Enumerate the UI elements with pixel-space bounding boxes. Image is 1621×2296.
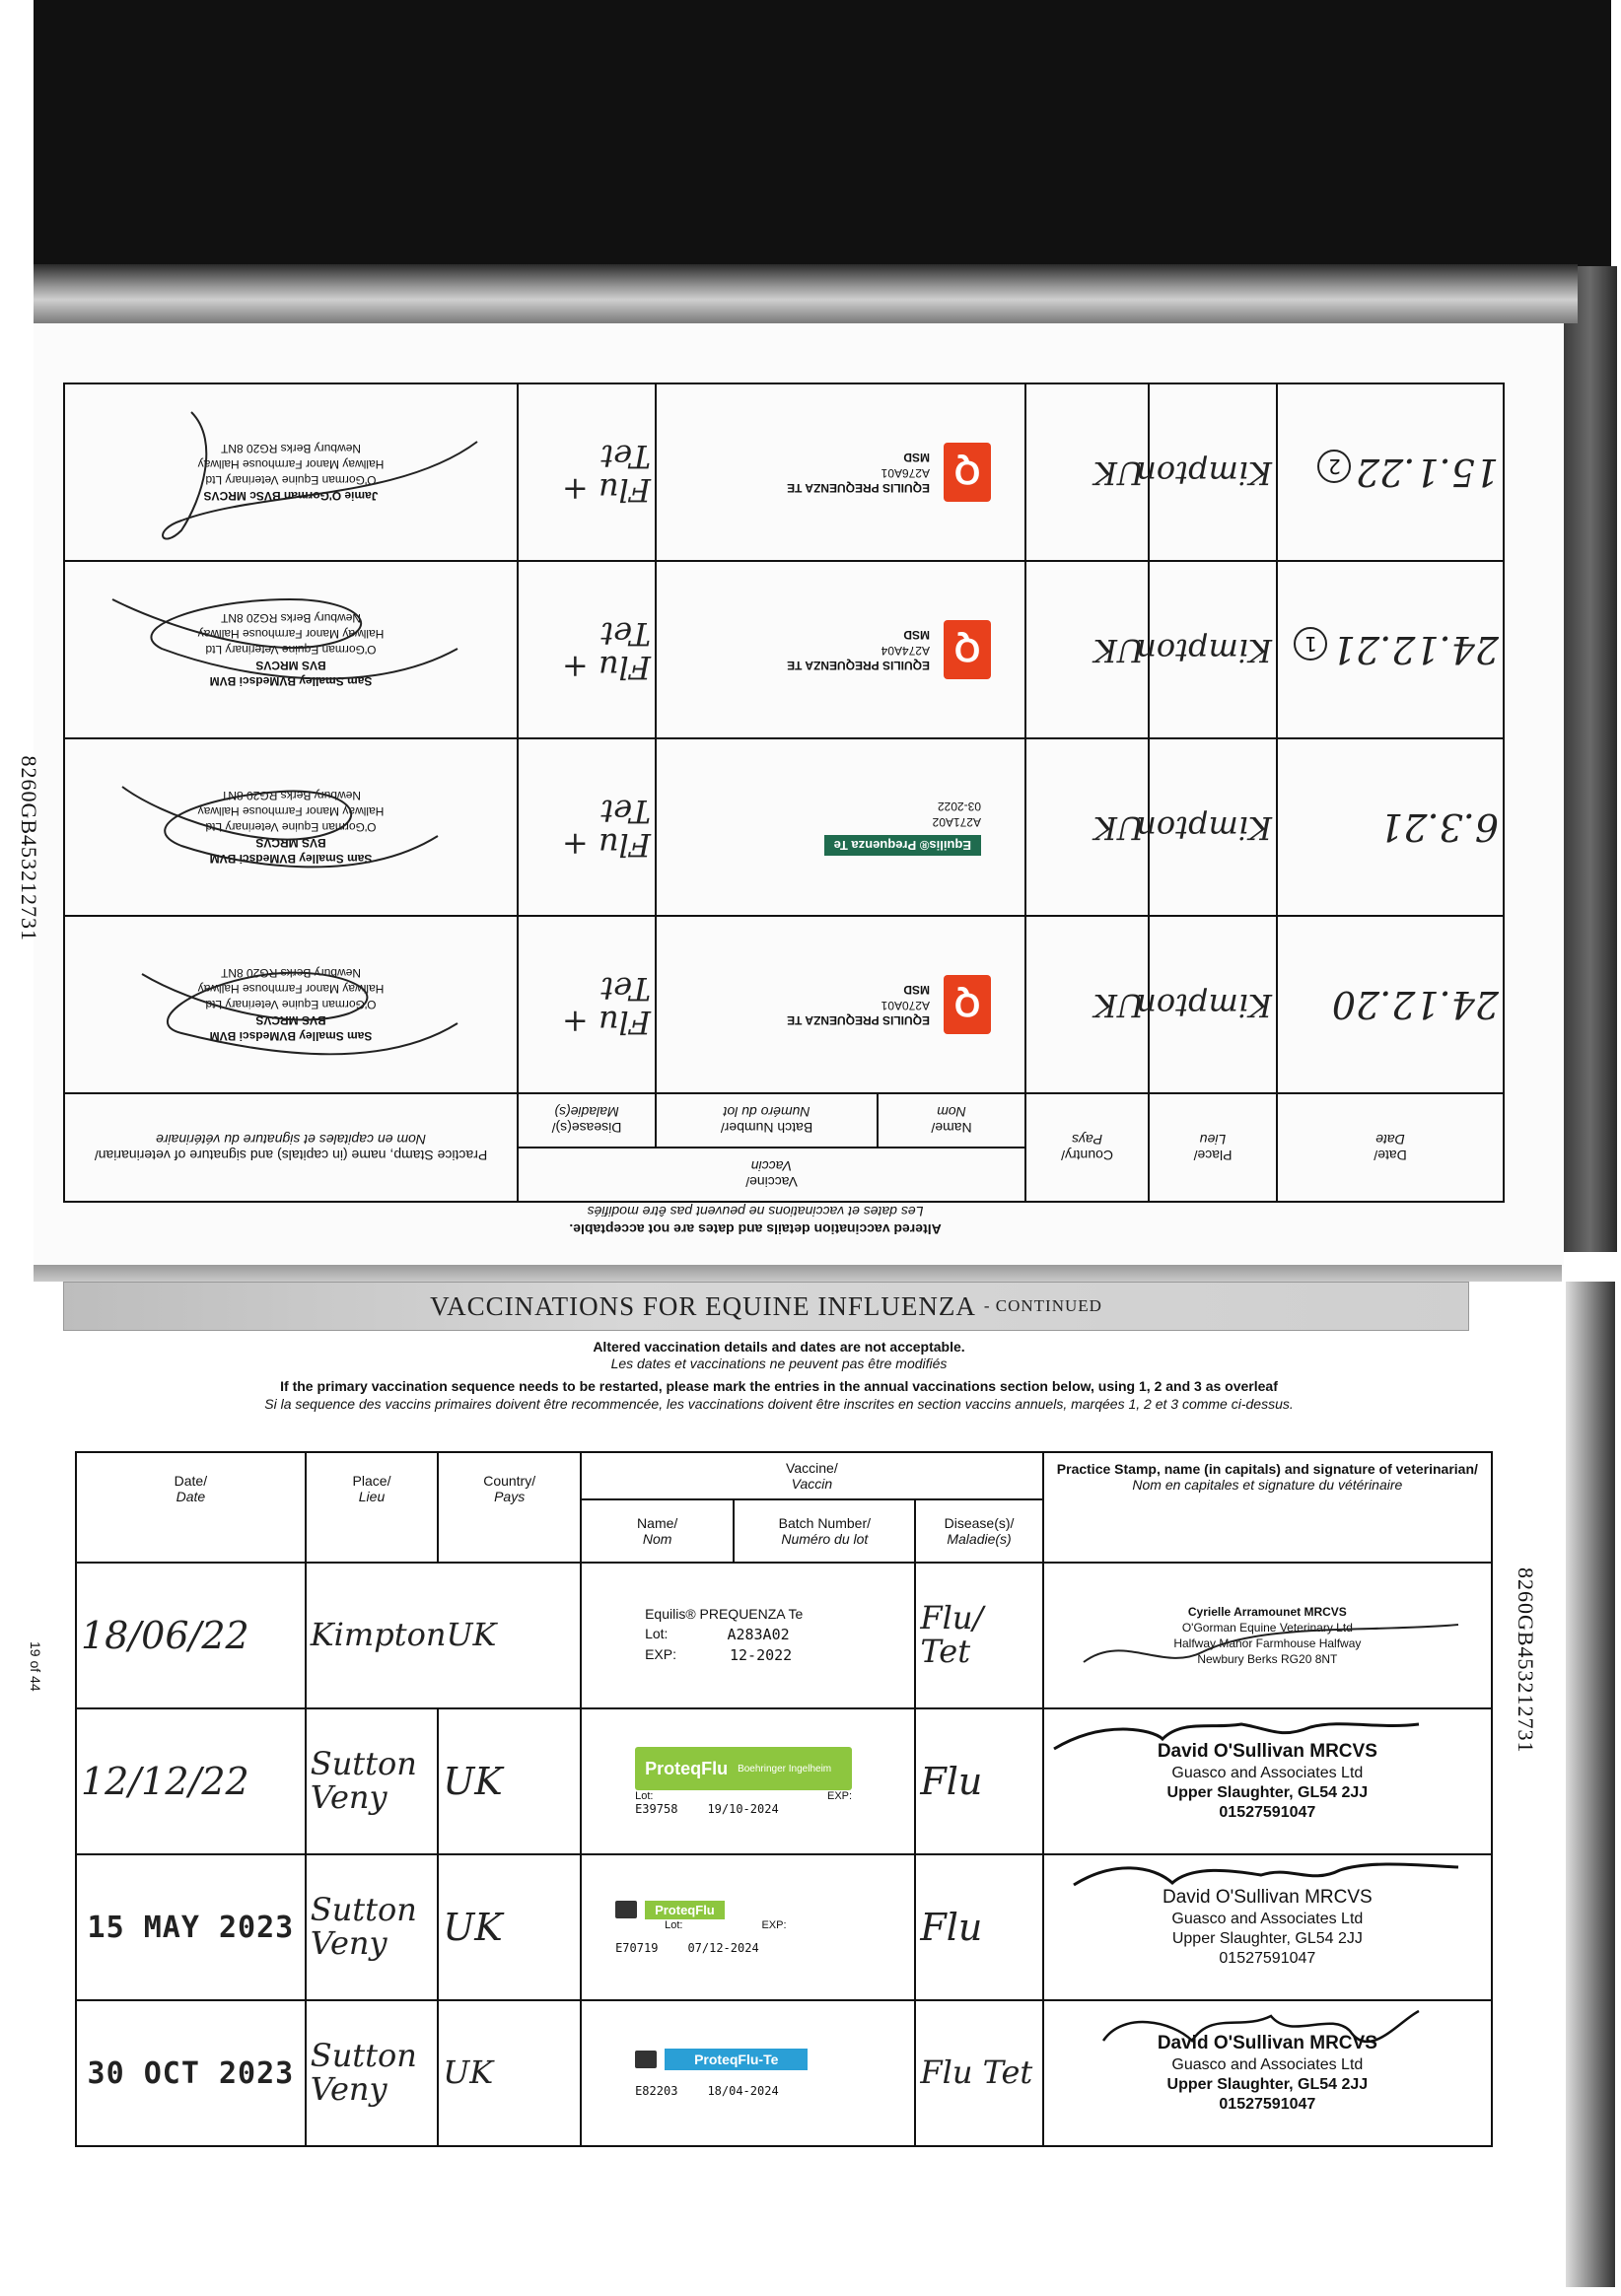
country-cell: UK <box>1025 916 1149 1093</box>
table-row <box>76 1563 1492 1708</box>
vaccine-label-cell: ProteqFlu-Te E82203 18/04-2024 <box>581 2000 915 2146</box>
practice-stamp: David O'Sullivan MRCVS Guasco and Associates Ltd Upper Slaughter, GL54 2JJ 01527591047 <box>1043 2000 1492 2146</box>
country-cell: UK <box>1025 383 1149 561</box>
disease-cell: Flu/ Tet <box>915 1563 1042 1708</box>
header-disease: Disease(s)/ Maladie(s) <box>915 1499 1042 1563</box>
place-cell: Kimpton <box>1149 916 1277 1093</box>
passport-cover-edge <box>1563 266 1617 1252</box>
disease-cell: Flu <box>915 1854 1042 2000</box>
lower-vaccination-table <box>75 1451 1493 2147</box>
place-cell: Sutton Veny <box>306 2000 438 2146</box>
upper-altered-notice-fr: Les dates et vaccinations ne peuvent pas être modifiés <box>587 1204 924 1219</box>
passport-number-upper: 8260GB453212731 <box>17 755 41 941</box>
table-row <box>76 2000 1492 2146</box>
section-continued: - CONTINUED <box>983 1296 1102 1315</box>
place-cell: Sutton Veny <box>306 1854 438 2000</box>
page-number: 19 of 44 <box>28 1641 43 1692</box>
proteqflu-label: ProteqFlu Boehringer Ingelheim <box>635 1747 852 1790</box>
table-row <box>76 1708 1492 1854</box>
upper-header-date: Date/ Date <box>1277 1093 1504 1202</box>
passport-number-lower: 8260GB453212731 <box>1514 1567 1538 1754</box>
date-cell: 18/06/22 <box>76 1563 306 1708</box>
date-cell: 24.12.21 1 <box>1277 561 1504 738</box>
practice-stamp: Jamie O'Gorman BVSc MRCVS O'Gorman Equine Veterinary Ltd Hallway Manor Farmhouse Hallway Newbury Berks RG20 8NT <box>64 383 518 561</box>
date-cell: 12/12/22 <box>76 1708 306 1854</box>
place-cell: Kimpton <box>1149 561 1277 738</box>
equilis-logo-icon: Q <box>944 620 991 679</box>
practice-stamp: Sam Smalley BVMedsci BVM BVS MRCVS O'Gorman Equine Veterinary Ltd Hallway Manor Farmhouse Hallway Newbury Berks RG20 8NT <box>64 738 518 916</box>
place-country-cell: KimptonUK <box>306 1563 581 1708</box>
sequence-marker: 2 <box>1318 451 1352 484</box>
practice-stamp: David O'Sullivan MRCVS Guasco and Associates Ltd Upper Slaughter, GL54 2JJ 01527591047 <box>1043 1854 1492 2000</box>
table-row <box>76 1854 1492 2000</box>
header-place: Place/ Lieu <box>306 1452 438 1563</box>
disease-cell: Flu + Tet <box>518 738 656 916</box>
table-row <box>64 916 1504 1093</box>
country-cell: UK <box>1025 561 1149 738</box>
header-country: Country/ Pays <box>438 1452 581 1563</box>
disease-cell: Flu Tet <box>915 2000 1042 2146</box>
proteq-horse-icon <box>635 2051 657 2068</box>
vaccine-label-cell: Equilis® PREQUENZA Te Lot: A283A02 EXP: 12-2022 <box>581 1563 915 1708</box>
country-cell: UK <box>438 1708 581 1854</box>
header-vaccine: Vaccine/ Vaccin <box>581 1452 1043 1499</box>
upper-header-practice: Practice Stamp, name (in capitals) and signature of veterinarian/ Nom en capitales et signature du vétérinaire <box>64 1093 518 1202</box>
scan-background-top <box>34 0 1611 296</box>
proteq-horse-icon <box>615 1901 637 1918</box>
upper-altered-notice: Altered vaccination details and dates are not acceptable. <box>569 1221 942 1237</box>
equilis-logo-icon: Q <box>944 975 991 1034</box>
practice-stamp: Cyrielle Arramounet MRCVS O'Gorman Equine Veterinary Ltd Halfway Manor Farmhouse Halfway Newbury Berks RG20 8NT <box>1043 1563 1492 1708</box>
vaccine-label-cell: Q EQUILIS PREQUENZA TE A274A04 MSD <box>656 561 1025 738</box>
disease-cell: Flu + Tet <box>518 561 656 738</box>
vaccine-label-cell: ProteqFlu Lot: EXP: E70719 07/12-2024 <box>581 1854 915 2000</box>
table-row <box>64 383 1504 561</box>
header-practice: Practice Stamp, name (in capitals) and signature of veterinarian/ Nom en capitales et signature du vétérinaire <box>1043 1452 1492 1563</box>
place-cell: Kimpton <box>1149 738 1277 916</box>
country-cell: UK <box>438 1854 581 2000</box>
restart-notice-fr: Si la sequence des vaccins primaires doivent être recommencée, les vaccinations doivent être inscrites en section vaccins annuels, marqées 1, 2 et 3 comme ci-dessus. <box>264 1396 1294 1412</box>
upper-header-country: Country/ Pays <box>1025 1093 1149 1202</box>
disease-cell: Flu <box>915 1708 1042 1854</box>
vaccine-label-cell: Q EQUILIS PREQUENZA TE A276A01 MSD <box>656 383 1025 561</box>
equilis-logo-icon: Q <box>944 443 991 502</box>
disease-cell: Flu + Tet <box>518 383 656 561</box>
table-row <box>64 738 1504 916</box>
header-name: Name/ Nom <box>581 1499 734 1563</box>
passport-cover-edge-lower <box>1566 1282 1615 2287</box>
upper-header-name: Name/ Nom <box>878 1093 1025 1148</box>
vaccine-label-cell: Equilis® Prequenza Te A271A02 03-2022 <box>656 738 1025 916</box>
header-date: Date/ Date <box>76 1452 306 1563</box>
practice-stamp: Sam Smalley BVMedsci BVM BVS MRCVS O'Gorman Equine Veterinary Ltd Hallway Manor Farmhouse Hallway Newbury Berks RG20 8NT <box>64 561 518 738</box>
header-batch: Batch Number/ Numéro du lot <box>734 1499 915 1563</box>
passport-binding <box>34 264 1578 323</box>
vaccine-label-cell: ProteqFlu Boehringer Ingelheim Lot: EXP: E39758 19/10-2024 <box>581 1708 915 1854</box>
practice-stamp: Sam Smalley BVMedsci BVM BVS MRCVS O'Gorman Equine Veterinary Ltd Hallway Manor Farmhouse Hallway Newbury Berks RG20 8NT <box>64 916 518 1093</box>
altered-notice: Altered vaccination details and dates are not acceptable. <box>593 1339 965 1355</box>
section-header-band <box>63 1282 1469 1331</box>
date-cell: 24.12.20 <box>1277 916 1504 1093</box>
upper-header-place: Place/ Lieu <box>1149 1093 1277 1202</box>
upper-vaccination-table <box>63 383 1505 1203</box>
upper-header-batch: Batch Number/ Numéro du lot <box>656 1093 878 1148</box>
date-cell: 15.1.22 2 <box>1277 383 1504 561</box>
country-cell: UK <box>438 2000 581 2146</box>
table-row <box>64 561 1504 738</box>
date-cell: 15 MAY 2023 <box>76 1854 306 2000</box>
practice-stamp: David O'Sullivan MRCVS Guasco and Associates Ltd Upper Slaughter, GL54 2JJ 01527591047 <box>1043 1708 1492 1854</box>
place-cell: Kimpton <box>1149 383 1277 561</box>
disease-cell: Flu + Tet <box>518 916 656 1093</box>
restart-notice: If the primary vaccination sequence needs to be restarted, please mark the entries in the annual vaccinations section below, using 1, 2 and 3 as overleaf <box>280 1378 1278 1394</box>
upper-page-rotated <box>17 315 1564 1267</box>
date-cell: 30 OCT 2023 <box>76 2000 306 2146</box>
upper-header-vaccine: Vaccine/ Vaccin <box>518 1148 1025 1202</box>
sequence-marker: 1 <box>1294 628 1327 661</box>
place-cell: Sutton Veny <box>306 1708 438 1854</box>
altered-notice-fr: Les dates et vaccinations ne peuvent pas être modifiés <box>610 1356 948 1371</box>
upper-header-disease: Disease(s)/ Maladie(s) <box>518 1093 656 1148</box>
vaccine-label-cell: Q EQUILIS PREQUENZA TE A270A01 MSD <box>656 916 1025 1093</box>
country-cell: UK <box>1025 738 1149 916</box>
date-cell: 6.3.21 <box>1277 738 1504 916</box>
section-title: VACCINATIONS FOR EQUINE INFLUENZA <box>430 1290 976 1321</box>
